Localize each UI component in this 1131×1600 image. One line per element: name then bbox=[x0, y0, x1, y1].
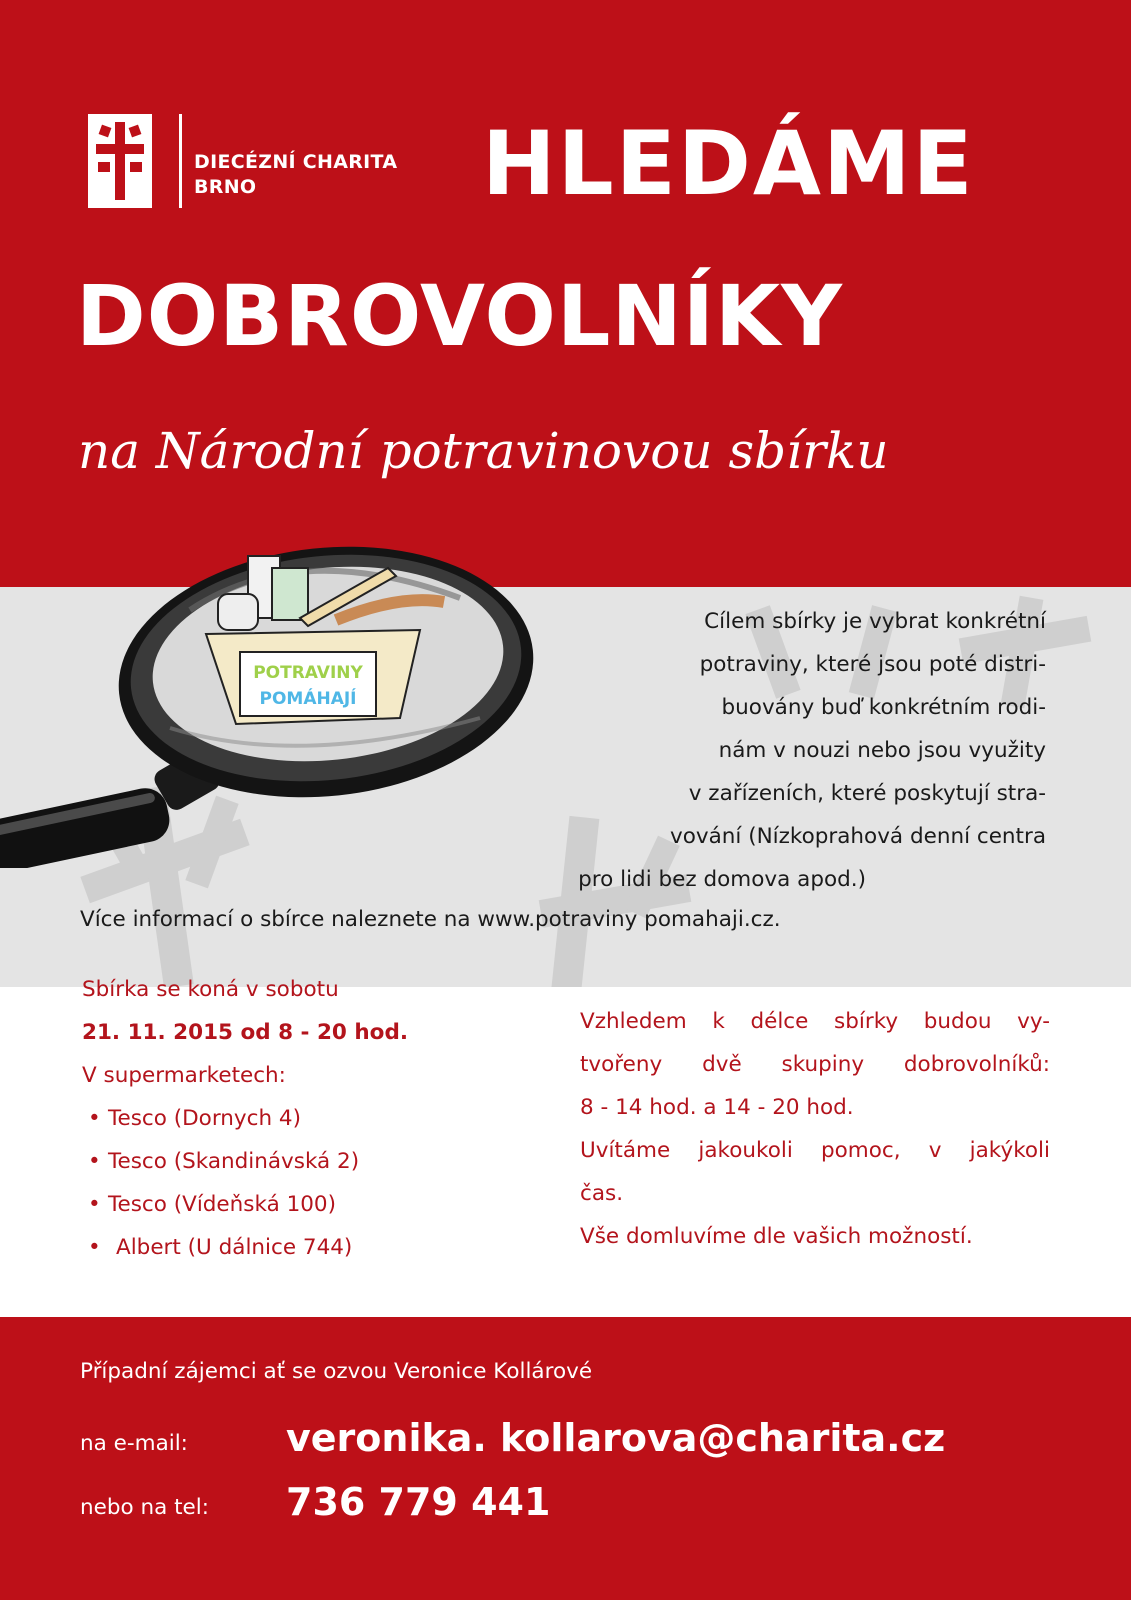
groups-line: tvořeny dvě skupiny dobrovolníků: bbox=[580, 1052, 1050, 1077]
groups-line: Vzhledem k délce sbírky budou vy- bbox=[580, 1009, 1050, 1034]
info-line: vování (Nízkoprahová denní centra bbox=[669, 824, 1046, 849]
store-item: • Albert (U dálnice 744) bbox=[82, 1226, 408, 1269]
info-line: potraviny, které jsou poté distri- bbox=[699, 652, 1046, 677]
basket-label-line-2: POMÁHAJÍ bbox=[259, 689, 357, 709]
basket-label-line-1: POTRAVINY bbox=[253, 663, 363, 683]
event-intro: Sbírka se koná v sobotu bbox=[82, 977, 339, 1002]
event-details bbox=[82, 968, 408, 1269]
volunteer-groups bbox=[580, 1000, 1050, 1258]
logo-line-1: DIECÉZNÍ CHARITA bbox=[194, 151, 398, 173]
event-date: 21. 11. 2015 od 8 - 20 hod. bbox=[82, 1020, 409, 1045]
email-address[interactable]: veronika. kollarova@charita.cz bbox=[286, 1416, 946, 1460]
logo-line-2: BRNO bbox=[194, 176, 257, 198]
magnifying-glass-icon bbox=[0, 528, 560, 868]
info-line: v zařízeních, které poskytují stra- bbox=[688, 781, 1046, 806]
groups-line: 8 - 14 hod. a 14 - 20 hod. bbox=[580, 1095, 854, 1120]
email-label: na e-mail: bbox=[80, 1431, 188, 1456]
phone-label: nebo na tel: bbox=[80, 1495, 209, 1520]
contact-intro: Případní zájemci ať se ozvou Veronice Kollárové bbox=[80, 1359, 593, 1384]
phone-number[interactable]: 736 779 441 bbox=[286, 1480, 551, 1524]
info-line: pro lidi bez domova apod.) bbox=[578, 867, 866, 892]
logo-divider bbox=[179, 114, 182, 208]
more-info-link-text: Více informací o sbírce naleznete na www.potraviny pomahaji.cz. bbox=[80, 907, 781, 932]
store-list bbox=[82, 1097, 408, 1269]
store-item: • Tesco (Vídeňská 100) bbox=[82, 1183, 408, 1226]
groups-line: Vše domluvíme dle vašich možností. bbox=[580, 1224, 973, 1249]
info-line: nám v nouzi nebo jsou využity bbox=[718, 738, 1046, 763]
info-line: Cílem sbírky je vybrat konkrétní bbox=[704, 609, 1046, 634]
groups-line: čas. bbox=[580, 1181, 624, 1206]
store-item: • Tesco (Skandinávská 2) bbox=[82, 1140, 408, 1183]
logo-text bbox=[194, 150, 397, 200]
store-item: • Tesco (Dornych 4) bbox=[82, 1097, 408, 1140]
headline-line-1: HLEDÁME bbox=[482, 112, 975, 215]
charita-cross-icon bbox=[88, 114, 152, 208]
groups-line: Uvítáme jakoukoli pomoc, v jakýkoli bbox=[580, 1138, 1050, 1163]
headline-line-2: DOBROVOLNÍKY bbox=[76, 267, 843, 365]
collection-description bbox=[480, 600, 1046, 901]
info-line: buovány buď konkrétním rodi- bbox=[721, 695, 1046, 720]
subtitle: na Národní potravinovou sbírku bbox=[78, 422, 889, 480]
event-where: V supermarketech: bbox=[82, 1063, 286, 1088]
